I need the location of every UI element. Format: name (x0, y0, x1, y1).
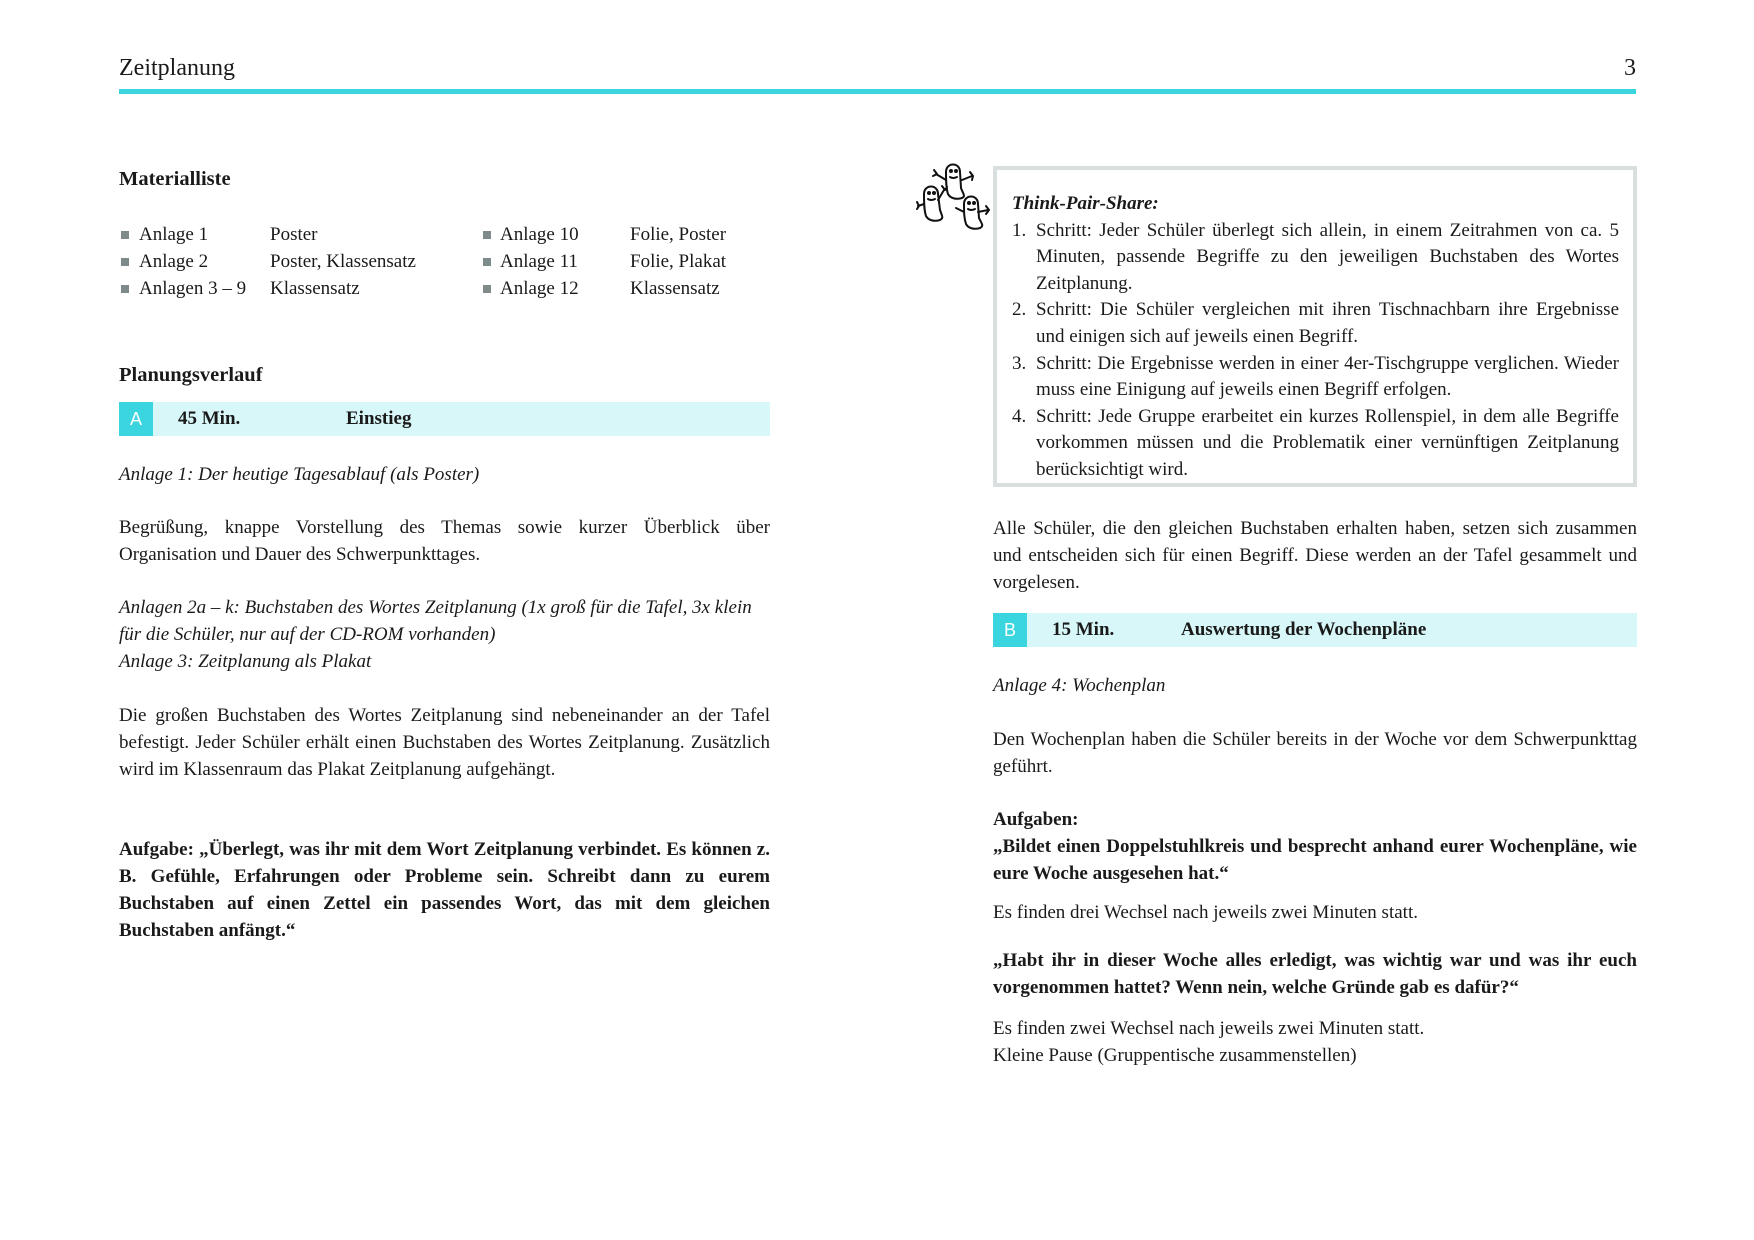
phase-letter-badge: B (993, 613, 1027, 647)
phase-b-bar (993, 613, 1637, 647)
material-value: Folie, Poster (630, 224, 727, 245)
material-label: Anlagen 3 – 9 (139, 278, 247, 299)
step-number: 1. (1012, 219, 1027, 241)
aufgabe-1-text: „Bildet einen Doppelstuhlkreis und besprecht anhand eurer Wochenpläne, wie eure Woche ausgesehen hat.“ (993, 836, 1637, 884)
wechsel-2-text: Es finden zwei Wechsel nach jeweils zwei Minuten statt. (993, 1018, 1425, 1039)
step-text: Schritt: Die Ergebnisse werden in einer 4er-Tischgruppe verglichen. Wieder muss eine Einigung auf jeweils einen Begriff erfolgen. (1036, 352, 1619, 401)
step-item (1012, 404, 1619, 484)
anlage-4-reference: Anlage 4: Wochenplan (993, 675, 1166, 696)
after-box-paragraph: Alle Schüler, die den gleichen Buchstaben erhalten haben, setzen sich zusammen und entscheiden sich für einen Begriff. Diese werden an der Tafel gesammelt und vorgelesen. (993, 518, 1637, 593)
square-bullet-icon (121, 285, 129, 293)
step-item (1012, 351, 1619, 404)
header-rule (119, 89, 1636, 94)
material-label: Anlage 11 (500, 251, 578, 272)
aufgabe-2-text: „Habt ihr in dieser Woche alles erledigt, was wichtig war und was ihr euch vorgenommen hattet? Wenn nein, welche Gründe gab es dafür?“ (993, 950, 1637, 998)
running-header-title: Zeitplanung (119, 55, 235, 81)
people-group-icon (916, 160, 992, 234)
step-text: Schritt: Die Schüler vergleichen mit ihren Tischnachbarn ihre Ergebnisse und einigen sich auf jeweils einen Begriff. (1036, 299, 1619, 347)
phase-a-bar (119, 402, 770, 436)
wochenplan-paragraph: Den Wochenplan haben die Schüler bereits in der Woche vor dem Schwerpunkttag geführt. (993, 729, 1637, 777)
list-item (481, 248, 781, 275)
anlagen-2-reference: Anlagen 2a – k: Buchstaben des Wortes Zeitplanung (1x groß für die Tafel, 3x klein für die Schüler, nur auf der CD-ROM vorhanden) (119, 597, 752, 645)
list-item (481, 221, 781, 248)
square-bullet-icon (483, 258, 491, 266)
phase-title: Einstieg (346, 408, 412, 429)
step-item (1012, 297, 1619, 350)
step-number: 2. (1012, 299, 1027, 321)
step-item (1012, 218, 1619, 298)
description-paragraph: Die großen Buchstaben des Wortes Zeitplanung sind nebeneinander an der Tafel befestigt. Jeder Schüler erhält einen Buchstaben des Wortes Zeitplanung. Zusätzlich wird im Klassenraum das Plakat Zeitplanung aufgehängt. (119, 705, 770, 780)
step-text: Schritt: Jeder Schüler überlegt sich allein, in einem Zeitrahmen von ca. 5 Minuten, passende Begriffe zu den jeweiligen Buchstaben des Wortes Zeitplanung. (1036, 219, 1619, 294)
anlage-1-reference: Anlage 1: Der heutige Tagesablauf (als Poster) (119, 464, 480, 485)
material-label: Anlage 1 (139, 224, 209, 245)
material-label: Anlage 10 (500, 224, 579, 245)
material-value: Folie, Plakat (630, 251, 727, 272)
material-list-left (119, 221, 449, 302)
materialliste-heading: Materialliste (119, 168, 231, 190)
step-text: Schritt: Jede Gruppe erarbeitet ein kurzes Rollenspiel, in dem alle Begriffe vorkommen müssen und die Problematik einer vernünftigen Zeitplanung berücksichtigt wird. (1036, 405, 1619, 480)
aufgabe-paragraph: Aufgabe: „Überlegt, was ihr mit dem Wort Zeitplanung verbindet. Es können z. B. Gefühle, Erfahrungen oder Probleme sein. Schreibt dann zu eurem Buchstaben auf einen Zettel ein passendes Wort, das mit dem gleichen Buchstaben anfängt.“ (119, 839, 770, 941)
material-value: Klassensatz (270, 278, 360, 299)
square-bullet-icon (121, 231, 129, 239)
pause-text: Kleine Pause (Gruppentische zusammenstellen) (993, 1045, 1357, 1066)
square-bullet-icon (483, 285, 491, 293)
square-bullet-icon (121, 258, 129, 266)
material-value: Klassensatz (630, 278, 720, 299)
list-item (119, 248, 449, 275)
step-number: 3. (1012, 352, 1027, 374)
intro-paragraph: Begrüßung, knappe Vorstellung des Themas sowie kurzer Überblick über Organisation und Dauer des Schwerpunkttages. (119, 517, 770, 565)
anlage-3-reference: Anlage 3: Zeitplanung als Plakat (119, 651, 372, 672)
square-bullet-icon (483, 231, 491, 239)
page-number: 3 (1624, 55, 1636, 81)
material-label: Anlage 12 (500, 278, 579, 299)
phase-letter-badge: A (119, 402, 153, 436)
list-item (481, 275, 781, 302)
material-value: Poster, Klassensatz (270, 251, 416, 272)
list-item (119, 221, 449, 248)
list-item (119, 275, 449, 302)
think-pair-share-title: Think-Pair-Share: (1012, 193, 1159, 214)
material-list-right (481, 221, 781, 302)
material-label: Anlage 2 (139, 251, 209, 272)
phase-duration: 45 Min. (178, 408, 241, 429)
planungsverlauf-heading: Planungsverlauf (119, 364, 263, 386)
step-number: 4. (1012, 405, 1027, 427)
wechsel-1-text: Es finden drei Wechsel nach jeweils zwei Minuten statt. (993, 902, 1418, 923)
phase-title: Auswertung der Wochenpläne (1181, 619, 1427, 640)
think-pair-share-box (993, 166, 1637, 487)
phase-duration: 15 Min. (1052, 619, 1115, 640)
aufgaben-label: Aufgaben: (993, 809, 1079, 830)
material-value: Poster (270, 224, 318, 245)
